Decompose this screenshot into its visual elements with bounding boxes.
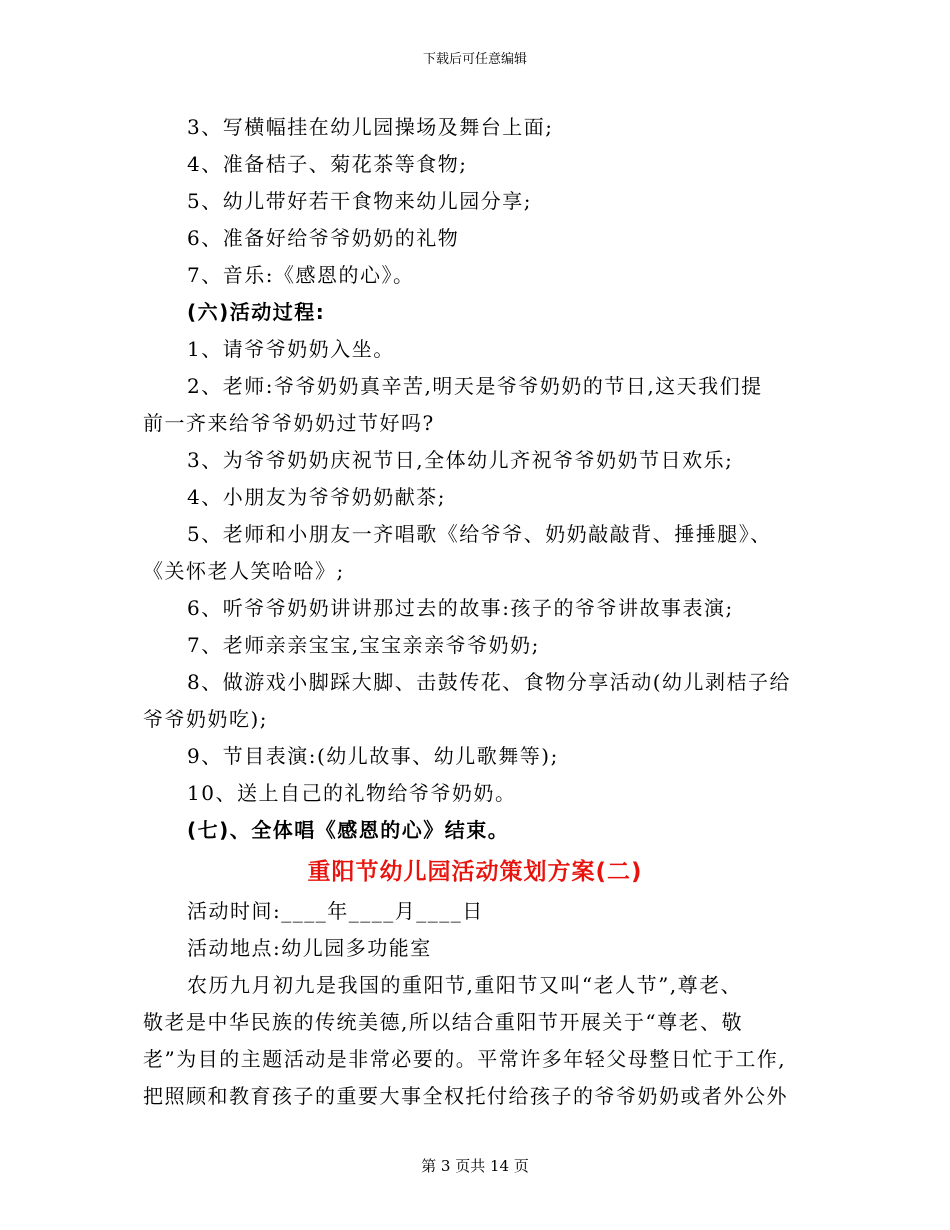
- list-item: 6、准备好给爷爷奶奶的礼物: [187, 226, 460, 250]
- list-item-continuation: 《关怀老人笑哈哈》;: [143, 559, 345, 583]
- paragraph-line: 把照顾和教育孩子的重要大事全权托付给孩子的爷爷奶奶或者外公外: [143, 1084, 788, 1108]
- list-item: 3、写横幅挂在幼儿园操场及舞台上面;: [187, 115, 554, 139]
- page-header: 下载后可任意编辑: [422, 52, 527, 67]
- list-item: 7、老师亲亲宝宝,宝宝亲亲爷爷奶奶;: [187, 633, 540, 657]
- paragraph-line: 农历九月初九是我国的重阳节,重阳节又叫“老人节”,尊老、: [187, 973, 743, 997]
- page-footer: 第 3 页共 14 页: [421, 1157, 529, 1175]
- list-item: 4、准备桔子、菊花茶等食物;: [187, 152, 468, 176]
- paragraph-line: 活动地点:幼儿园多功能室: [187, 936, 432, 960]
- list-item: 9、节目表演:(幼儿故事、幼儿歌舞等);: [187, 744, 559, 768]
- list-item: 5、幼儿带好若干食物来幼儿园分享;: [187, 189, 532, 213]
- paragraph-line: 敬老是中华民族的传统美德,所以结合重阳节开展关于“尊老、敬: [143, 1010, 744, 1034]
- list-item: 8、做游戏小脚踩大脚、击鼓传花、食物分享活动(幼儿剥桔子给: [187, 670, 792, 694]
- list-item: 6、听爷爷奶奶讲讲那过去的故事:孩子的爷爷讲故事表演;: [187, 596, 734, 620]
- list-item: 4、小朋友为爷爷奶奶献茶;: [187, 485, 446, 509]
- list-item: 2、老师:爷爷奶奶真辛苦,明天是爷爷奶奶的节日,这天我们提: [187, 374, 763, 398]
- paragraph-line: 老”为目的主题活动是非常必要的。平常许多年轻父母整日忙于工作,: [143, 1047, 787, 1071]
- paragraph-line: 活动时间:____年____月____日: [187, 899, 484, 923]
- section-heading: (六)活动过程:: [187, 300, 326, 324]
- list-item: 5、老师和小朋友一齐唱歌《给爷爷、奶奶敲敲背、捶捶腿》、: [187, 522, 772, 546]
- list-item: 7、音乐:《感恩的心》。: [187, 263, 415, 287]
- section-heading: (七)、全体唱《感恩的心》结束。: [187, 818, 510, 842]
- list-item: 10、送上自己的礼物给爷爷奶奶。: [187, 781, 517, 805]
- list-item: 3、为爷爷奶奶庆祝节日,全体幼儿齐祝爷爷奶奶节日欢乐;: [187, 448, 734, 472]
- list-item-continuation: 前一齐来给爷爷奶奶过节好吗?: [143, 411, 435, 435]
- list-item-continuation: 爷爷奶奶吃);: [143, 707, 269, 731]
- section-title: 重阳节幼儿园活动策划方案(二): [307, 859, 643, 885]
- list-item: 1、请爷爷奶奶入坐。: [187, 337, 395, 361]
